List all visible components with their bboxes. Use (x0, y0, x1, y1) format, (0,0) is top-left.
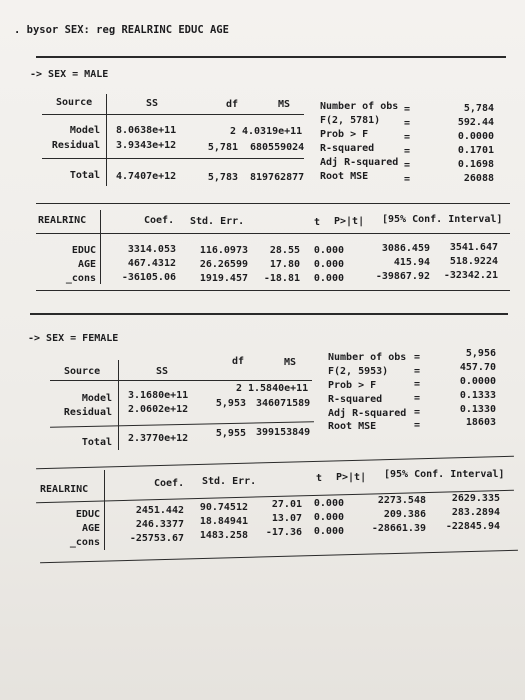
column-divider (100, 210, 101, 284)
col-coef: Coef. (144, 215, 175, 226)
section-separator (30, 313, 508, 315)
col-coef: Coef. (154, 478, 185, 489)
group-header: -> SEX = MALE (30, 69, 109, 80)
bottom-rule (40, 550, 518, 564)
col-conf-interval: [95% Conf. Interval] (382, 214, 503, 225)
col-ss: SS (156, 366, 169, 377)
col-p: P>|t| (336, 472, 367, 483)
top-rule (36, 456, 514, 470)
col-t: t (316, 473, 323, 484)
header-rule (42, 114, 304, 115)
header-rule (50, 380, 312, 381)
dependent-variable: REALRINC (38, 215, 87, 226)
col-source: Source (64, 366, 101, 377)
command-line: . bysor SEX: reg REALRINC EDUC AGE (14, 24, 229, 36)
section-separator (36, 56, 506, 58)
col-p: P>|t| (334, 216, 365, 227)
col-conf-interval: [95% Conf. Interval] (384, 469, 505, 480)
column-divider (118, 360, 119, 450)
header-rule (36, 233, 510, 234)
col-df: df (232, 356, 245, 367)
col-source: Source (56, 97, 93, 108)
top-rule (36, 203, 510, 204)
total-rule (42, 158, 304, 159)
column-divider (106, 94, 107, 186)
group-header: -> SEX = FEMALE (28, 333, 119, 344)
col-t: t (314, 217, 321, 228)
col-std-err: Std. Err. (202, 476, 257, 487)
col-df: df (226, 99, 239, 110)
col-ms: MS (284, 357, 297, 368)
column-divider (104, 470, 105, 550)
col-ss: SS (146, 98, 159, 109)
bottom-rule (36, 290, 510, 291)
col-ms: MS (278, 99, 291, 110)
dependent-variable: REALRINC (40, 484, 89, 495)
printed-page: . bysor SEX: reg REALRINC EDUC AGE -> SEX = MALE Source SS df MS Model 8.0638e+11 2 4.0319e+11 Residual 3.9343e+12 5,781 680559024 Total 4.7407e+12 5,783 819762877 Number of obs = 5,784 F(2, 5781) = 592.44 Prob > F = 0.0000 R-squared = 0.1701 Adj R-squared = 0.1698 Root MSE = 26088 REALRINC Coef. Std. Err. t P>|t| [95% Conf. Interval] EDUC 3314.053 116.0973 28.55 0.000 3086.459 3541.647 AGE 467.4312 26.26599 17.80 0.000 415.94 518.9224 _cons -36105.06 1919.457 -18.81 0.000 -39867.92 -32342.21 -> SEX = FEMALE Source SS df MS Model 3.1680e+11 2 1.5840e+11 Residual 2.0602e+12 5,953 346071589 Total 2.3770e+12 5,955 399153849 Number of obs = 5,956 F(2, 5953) = 457.70 Prob > F = 0.0000 R-squared = 0.1333 Adj R-squared = 0.1330 Root MSE = 18603 REALRINC Coef. Std. Err. t P>|t| [95% Conf. Interval] EDUC 2451.442 90.74512 27.01 0.000 2273.548 2629.335 AGE 246.3377 18.84941 13.07 0.000 209.386 283.2894 _cons -25753.67 1483.258 -17.36 0.000 -28661.39 -22845.94 (0, 0, 525, 700)
col-std-err: Std. Err. (190, 216, 245, 227)
